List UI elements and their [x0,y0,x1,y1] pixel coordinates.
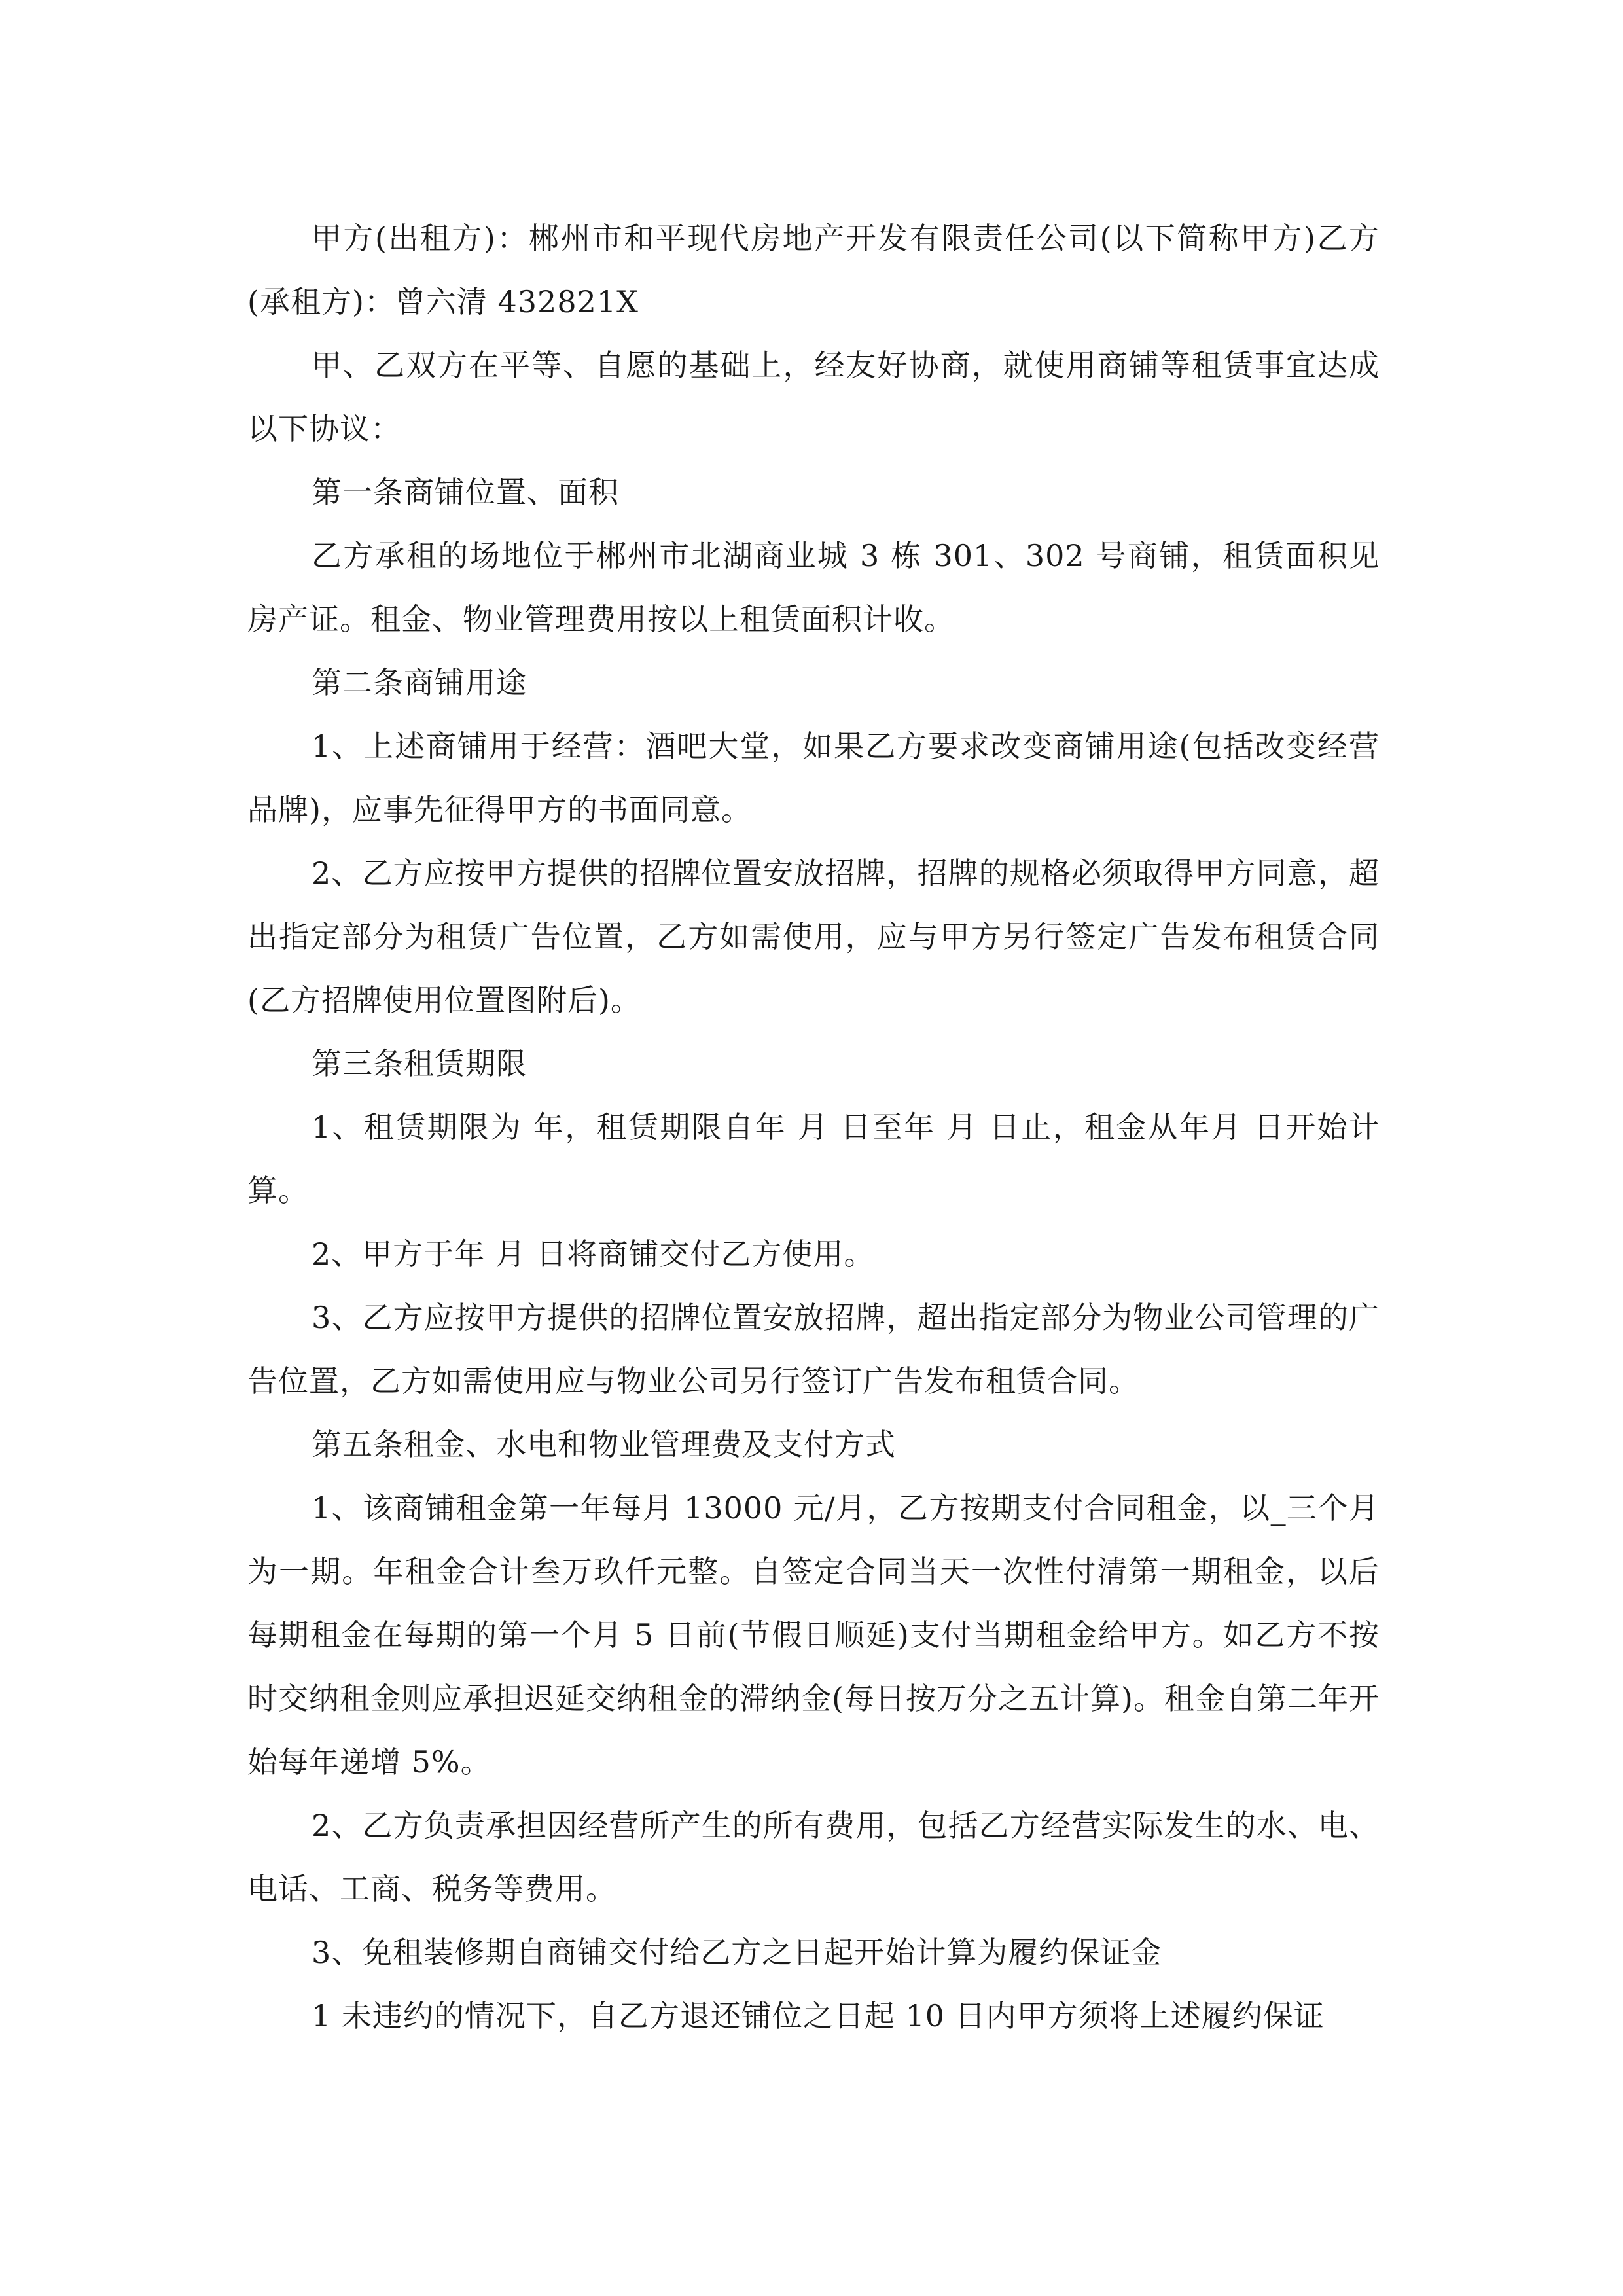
paragraph-term-3: 3、乙方应按甲方提供的招牌位置安放招牌，超出指定部分为物业公司管理的广告位置，乙方如需使用应与物业公司另行签订广告发布租赁合同。 [247,1300,1380,1399]
paragraph-usage-2: 2、乙方应按甲方提供的招牌位置安放招牌，招牌的规格必须取得甲方同意，超出指定部分为租赁广告位置，乙方如需使用，应与甲方另行签定广告发布租赁合同(乙方招牌使用位置图附后)。 [247,855,1380,1018]
heading-article-1: 第一条商铺位置、面积 [312,475,619,510]
paragraph-rent-3: 3、免租装修期自商铺交付给乙方之日起开始计算为履约保证金 [312,1935,1162,1970]
paragraph-location-area: 乙方承租的场地位于郴州市北湖商业城 3 栋 301、302 号商铺，租赁面积见房产证。租金、物业管理费用按以上租赁面积计收。 [247,538,1380,637]
heading-article-3: 第三条租赁期限 [312,1046,527,1081]
paragraph-agreement-intro: 甲、乙双方在平等、自愿的基础上，经友好协商，就使用商铺等租赁事宜达成以下协议： [247,348,1380,446]
paragraph-parties: 甲方(出租方)：郴州市和平现代房地产开发有限责任公司(以下简称甲方)乙方(承租方)：曾六清 432821X [247,221,1380,319]
paragraph-term-1: 1、租赁期限为 年，租赁期限自年 月 日至年 月 日止，租金从年月 日开始计算。 [247,1109,1380,1208]
document-body [247,207,1380,2048]
paragraph-rent-2: 2、乙方负责承担因经营所产生的所有费用，包括乙方经营实际发生的水、电、电话、工商、税务等费用。 [247,1808,1380,1907]
paragraph-rent-1: 1、该商铺租金第一年每月 13000 元/月，乙方按期支付合同租金，以_三个月为一期。年租金合计叁万玖仟元整。自签定合同当天一次性付清第一期租金，以后每期租金在每期的第一个月 5 日前(节假日顺延)支付当期租金给甲方。如乙方不按时交纳租金则应承担迟延交纳租金的滞纳金(每日按万分之五计算)。租金自第二年开始每年递增 5%。 [247,1490,1380,1780]
paragraph-usage-1: 1、上述商铺用于经营：酒吧大堂，如果乙方要求改变商铺用途(包括改变经营品牌)，应事先征得甲方的书面同意。 [247,728,1380,827]
paragraph-term-2: 2、甲方于年 月 日将商铺交付乙方使用。 [312,1236,875,1272]
heading-article-2: 第二条商铺用途 [312,665,527,700]
paragraph-deposit: 1 未违约的情况下，自乙方退还铺位之日起 10 日内甲方须将上述履约保证 [312,1998,1325,2034]
heading-article-5: 第五条租金、水电和物业管理费及支付方式 [312,1427,896,1462]
